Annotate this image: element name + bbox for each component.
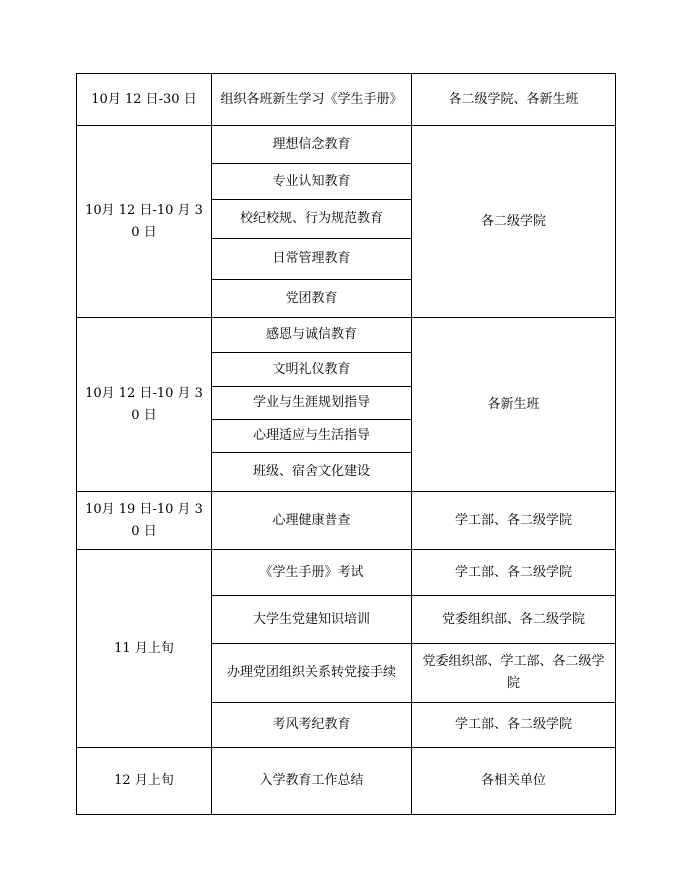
activity-cell: 办理党团组织关系转党接手续 [212, 644, 412, 703]
activity-cell: 入学教育工作总结 [212, 748, 412, 815]
activity-cell: 专业认知教育 [212, 164, 412, 200]
unit-cell: 学工部、各二级学院 [412, 550, 616, 596]
time-cell: 10月 12 日-30 日 [77, 74, 212, 126]
unit-cell: 各二级学院 [412, 126, 616, 318]
unit-cell: 学工部、各二级学院 [412, 492, 616, 550]
unit-cell: 各二级学院、各新生班 [412, 74, 616, 126]
activity-cell: 校纪校规、行为规范教育 [212, 200, 412, 239]
activity-cell: 党团教育 [212, 280, 412, 318]
time-cell: 12 月上旬 [77, 748, 212, 815]
table-row [77, 550, 616, 596]
table-row [77, 492, 616, 550]
time-cell: 10月 12 日-10 月 30 日 [77, 318, 212, 492]
unit-cell: 党委组织部、学工部、各二级学院 [412, 644, 616, 703]
time-cell: 10月 19 日-10 月 30 日 [77, 492, 212, 550]
table-row [77, 318, 616, 353]
unit-cell: 各新生班 [412, 318, 616, 492]
table-row [77, 126, 616, 164]
activity-cell: 理想信念教育 [212, 126, 412, 164]
activity-cell: 感恩与诚信教育 [212, 318, 412, 353]
activity-cell: 组织各班新生学习《学生手册》 [212, 74, 412, 126]
activity-cell: 心理适应与生活指导 [212, 420, 412, 453]
table-row [77, 748, 616, 815]
activity-cell: 文明礼仪教育 [212, 353, 412, 387]
activity-cell: 《学生手册》考试 [212, 550, 412, 596]
time-cell: 11 月上旬 [77, 550, 212, 748]
activity-cell: 考风考纪教育 [212, 703, 412, 748]
activity-cell: 心理健康普查 [212, 492, 412, 550]
schedule-table [76, 73, 616, 815]
activity-cell: 学业与生涯规划指导 [212, 387, 412, 420]
activity-cell: 日常管理教育 [212, 239, 412, 280]
unit-cell: 学工部、各二级学院 [412, 703, 616, 748]
activity-cell: 班级、宿舍文化建设 [212, 453, 412, 492]
time-cell: 10月 12 日-10 月 30 日 [77, 126, 212, 318]
unit-cell: 各相关单位 [412, 748, 616, 815]
unit-cell: 党委组织部、各二级学院 [412, 596, 616, 644]
activity-cell: 大学生党建知识培训 [212, 596, 412, 644]
table-row [77, 74, 616, 126]
